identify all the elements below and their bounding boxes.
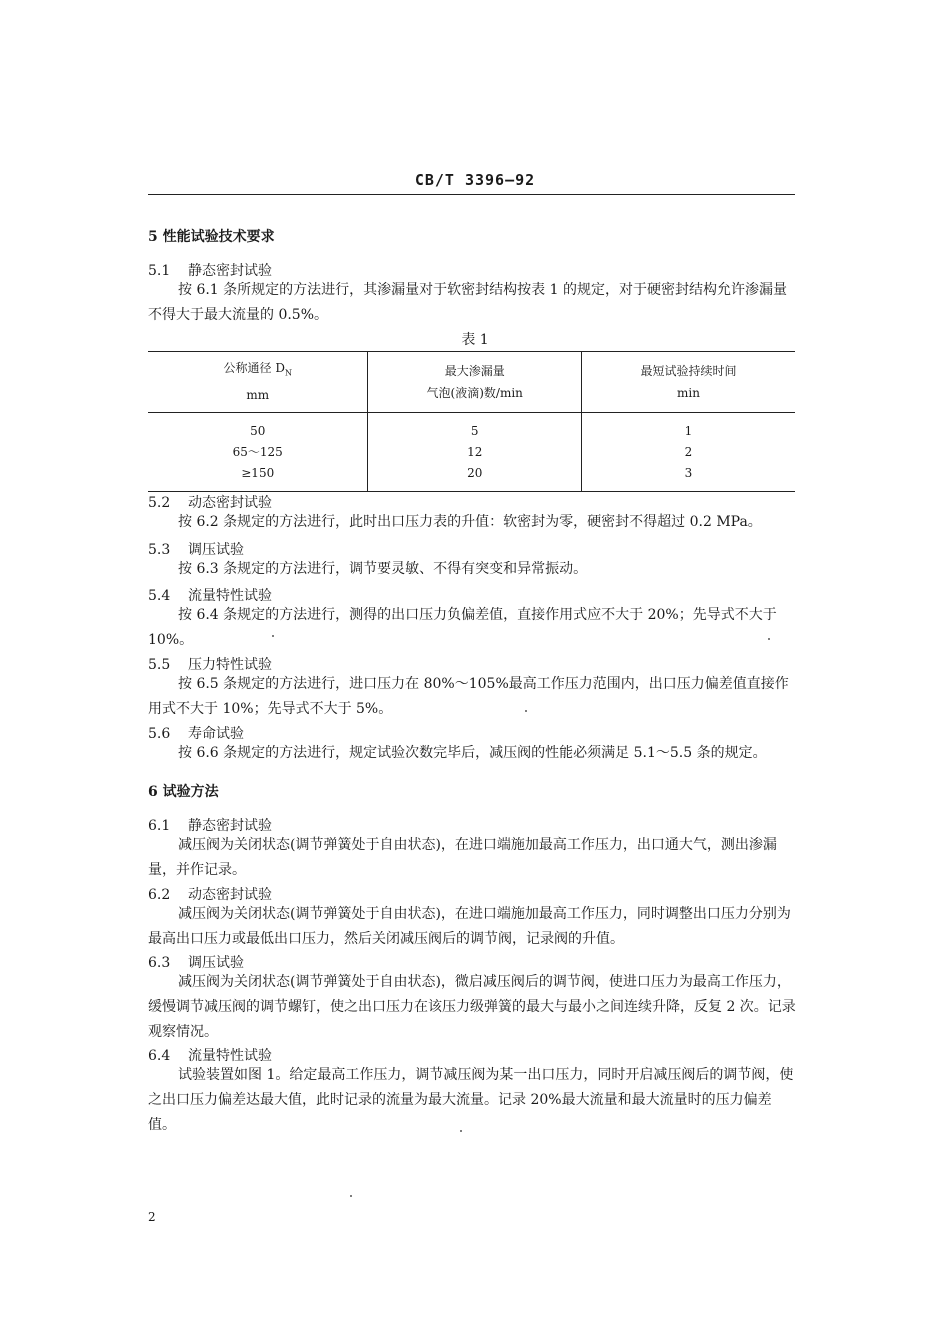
table-cell: 2	[581, 442, 795, 463]
table-cell: 50	[250, 424, 266, 439]
table-row	[148, 413, 795, 443]
subsection-5-5: 5.5 压力特性试验	[148, 657, 272, 673]
header-min-duration: 最短试验持续时间 min	[581, 352, 795, 413]
table-cell: ≥150	[148, 463, 368, 492]
table-1-title: 表 1	[461, 332, 489, 348]
table-cell: 1	[581, 413, 795, 443]
table-cell: 20	[368, 463, 582, 492]
table-cell: 3	[581, 463, 795, 492]
scan-speck	[272, 635, 274, 637]
scan-speck	[350, 1195, 352, 1197]
document-code-header: CB/T 3396—92	[414, 171, 536, 189]
paragraph-5-1: 按 6.1 条所规定的方法进行，其渗漏量对于软密封结构按表 1 的规定，对于硬密封结构允许渗漏量不得大于最大流量的 0.5%。	[148, 282, 787, 323]
table-row	[148, 463, 795, 492]
paragraph-5-5: 按 6.5 条规定的方法进行，进口压力在 80%～105%最高工作压力范围内，出口压力偏差值直接作用式不大于 10%；先导式不大于 5%。	[148, 676, 789, 717]
scan-speck	[525, 710, 527, 712]
paragraph-5-6: 按 6.6 条规定的方法进行，规定试验次数完毕后，减压阀的性能必须满足 5.1～5.5 条的规定。	[178, 745, 767, 761]
table-cell: 5	[368, 413, 582, 443]
subsection-6-3: 6.3 调压试验	[148, 955, 244, 971]
subsection-6-1: 6.1 静态密封试验	[148, 818, 272, 834]
subsection-5-6: 5.6 寿命试验	[148, 726, 244, 742]
header-max-leakage: 最大渗漏量 气泡(液滴)数/min	[368, 352, 582, 413]
paragraph-6-4: 试验装置如图 1。给定最高工作压力，调节减压阀为某一出口压力，同时开启减压阀后的调节阀，使之出口压力偏差达最大值，此时记录的流量为最大流量。记录 20%最大流量和最大流量时的压力偏差值。	[148, 1067, 794, 1133]
paragraph-6-2: 减压阀为关闭状态(调节弹簧处于自由状态)，在进口端施加最高工作压力，同时调整出口压力分别为最高出口压力或最低出口压力，然后关闭减压阀后的调节阀，记录阀的升值。	[148, 906, 791, 947]
subsection-title: 静态密封试验	[188, 263, 272, 279]
subsection-5-4: 5.4 流量特性试验	[148, 588, 272, 604]
paragraph-5-2: 按 6.2 条规定的方法进行，此时出口压力表的升值：软密封为零，硬密封不得超过 0.2 MPa。	[178, 514, 762, 530]
table-cell: 65～125	[232, 445, 283, 460]
table-header-row	[148, 352, 795, 413]
leakage-table	[148, 351, 795, 492]
subsection-5-2: 5.2 动态密封试验	[148, 495, 272, 511]
scan-speck	[460, 1130, 462, 1132]
section-6-title: 6 试验方法	[148, 784, 219, 800]
page-number: 2	[148, 1210, 156, 1224]
section-5-title: 5 性能试验技术要求	[148, 229, 275, 245]
subsection-5-1	[148, 260, 272, 280]
scan-speck	[768, 638, 770, 640]
header-rule	[148, 194, 795, 195]
subsection-5-3: 5.3 调压试验	[148, 542, 244, 558]
paragraph-6-3: 减压阀为关闭状态(调节弹簧处于自由状态)，微启减压阀后的调节阀，使进口压力为最高工作压力，缓慢调节减压阀的调节螺钉，使之出口压力在该压力级弹簧的最大与最小之间连续升降，反复 2 次。记录观察情况。	[148, 974, 796, 1040]
header-nominal-diameter: 公称通径 $D_N$ mm	[148, 352, 368, 413]
paragraph-6-1: 减压阀为关闭状态(调节弹簧处于自由状态)，在进口端施加最高工作压力，出口通大气，测出渗漏量，并作记录。	[148, 837, 777, 878]
paragraph-5-4: 按 6.4 条规定的方法进行，测得的出口压力负偏差值，直接作用式应不大于 20%；先导式不大于10%。	[148, 607, 777, 648]
table-row	[148, 442, 795, 463]
table-cell: 12	[368, 442, 582, 463]
subsection-6-4: 6.4 流量特性试验	[148, 1048, 272, 1064]
paragraph-5-3: 按 6.3 条规定的方法进行，调节要灵敏、不得有突变和异常振动。	[178, 561, 588, 577]
subsection-number: 5.1	[148, 263, 171, 279]
subsection-6-2: 6.2 动态密封试验	[148, 887, 272, 903]
